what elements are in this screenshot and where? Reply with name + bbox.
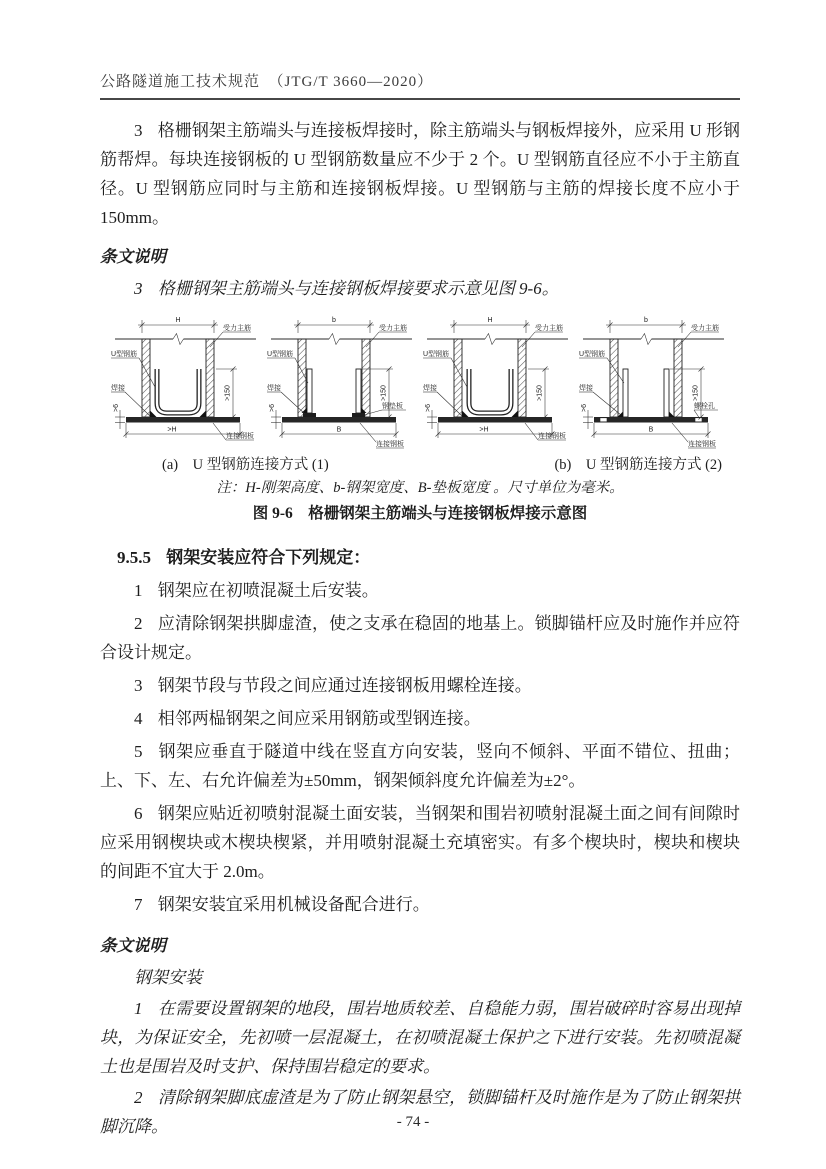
item-number: 5 <box>134 742 143 761</box>
page-header <box>100 70 740 100</box>
item-text: 钢架安装宜采用机械设备配合进行。 <box>157 895 430 914</box>
commentary-1-item <box>100 274 740 303</box>
caption-a: (a) U 型钢筋连接方式 (1) <box>162 457 329 473</box>
commentary-2-item-2 <box>100 1083 740 1141</box>
commentary-item-number: 1 <box>134 999 143 1018</box>
commentary-2-subtitle: 钢架安装 <box>134 968 202 987</box>
diagram-u-bar-method-1-view-1 <box>110 311 262 451</box>
item-number: 2 <box>134 614 143 633</box>
connection-plate <box>438 417 552 423</box>
dim-leg-length: >150 <box>380 385 388 401</box>
label-main-bar: 受力主筋 <box>223 325 251 332</box>
item-number: 7 <box>134 895 143 914</box>
caption-b: (b) U 型钢筋连接方式 (2) <box>554 457 722 473</box>
section-title: 钢架安装应符合下列规定： <box>166 548 371 567</box>
commentary-item-text: 格栅钢架主筋端头与连接钢板焊接要求示意见图 9-6。 <box>157 279 559 298</box>
label-main-bar: 受力主筋 <box>535 325 563 332</box>
dim-leg-length: >150 <box>224 385 232 401</box>
connection-plate <box>594 417 708 423</box>
bolt-hole <box>695 418 702 422</box>
item-number: 4 <box>134 709 143 728</box>
item-number: 6 <box>134 804 143 823</box>
item-text: 应清除钢架拱脚虚渣，使之支承在稳固的地基上。锁脚锚杆应及时施作并应符合设计规定。 <box>100 614 740 662</box>
dim-top: b <box>332 317 336 324</box>
section-item-5 <box>100 737 740 795</box>
dim-bottom: >H <box>479 426 489 434</box>
item-text: 钢架应垂直于隧道中线在竖直方向安装，竖向不倾斜、平面不错位、扭曲；上、下、左、右允许偏差为±50mm，钢架倾斜度允许偏差为±2°。 <box>100 742 740 790</box>
bolt-hole <box>600 418 607 422</box>
dim-top: b <box>644 317 648 324</box>
clause-number: 3 <box>134 121 143 140</box>
section-item-4 <box>100 704 740 733</box>
label-u-bar: U型钢筋 <box>111 351 138 358</box>
figure-diagrams-row <box>100 311 740 451</box>
section-item-2 <box>100 609 740 667</box>
commentary-item-text: 在需要设置钢架的地段，围岩地质较差、自稳能力弱，围岩破碎时容易出现掉块，为保证安全，先初喷一层混凝土，在初喷混凝土保护之下进行安装。先初喷混凝土也是围岩及时支护、保持围岩稳定的要求。 <box>100 999 740 1076</box>
label-plate: 连接钢板 <box>538 433 566 440</box>
commentary-heading-2: 条文说明 <box>100 936 166 955</box>
section-9-5-5-heading <box>100 543 740 572</box>
connection-plate <box>126 417 240 423</box>
dim-top: H <box>487 317 493 324</box>
clause-text: 格栅钢架主筋端头与连接板焊接时，除主筋端头与钢板焊接外，应采用 U 形钢筋帮焊。每块连接钢板的 U 型钢筋数量应不少于 2 个。U 型钢筋直径应不小于主筋直径。U 型钢筋应同时与主筋和连接钢板焊接。U 型钢筋与主筋的焊接长度不应小于 150mm。 <box>100 121 740 227</box>
label-main-bar: 受力主筋 <box>691 325 719 332</box>
label-plate: 连接钢板 <box>376 441 404 448</box>
dim-leg-length: >150 <box>692 385 700 401</box>
label-u-bar: U型钢筋 <box>267 351 294 358</box>
dim-bottom: B <box>336 426 342 434</box>
dim-plate-thickness: >6 <box>425 404 432 412</box>
item-number: 3 <box>134 676 143 695</box>
item-text: 钢架应贴近初喷射混凝土面安装，当钢架和围岩初喷射混凝土面之间有间隙时应采用钢楔块或木楔块楔紧，并用喷射混凝土充填密实。有多个楔块时，楔块和楔块的间距不宜大于 2.0m。 <box>100 804 740 881</box>
figure-captions <box>100 455 740 475</box>
figure-title: 图 9-6 格栅钢架主筋端头与连接钢板焊接示意图 <box>252 505 588 522</box>
label-weld: 焊接 <box>267 385 281 392</box>
dim-plate-thickness: >6 <box>581 404 588 412</box>
item-text: 相邻两榀钢架之间应采用钢筋或型钢连接。 <box>157 709 481 728</box>
dim-plate-thickness: >6 <box>113 404 120 412</box>
dim-plate-thickness: >6 <box>269 404 276 412</box>
page-number: - 74 - <box>396 1114 430 1130</box>
label-u-bar: U型钢筋 <box>579 351 606 358</box>
label-weld: 焊接 <box>111 385 125 392</box>
dim-bottom: B <box>648 426 654 434</box>
diagram-u-bar-method-2-view-1 <box>422 311 574 451</box>
dim-bottom: >H <box>167 426 177 434</box>
commentary-item-number: 3 <box>134 279 143 298</box>
label-plate: 连接钢板 <box>688 441 716 448</box>
figure-9-6 <box>100 311 740 525</box>
item-text: 钢架节段与节段之间应通过连接钢板用螺栓连接。 <box>157 676 532 695</box>
pad-plate <box>352 413 365 417</box>
label-plate: 连接钢板 <box>226 433 254 440</box>
diagram-u-bar-method-2-view-2 <box>578 311 730 451</box>
section-item-1 <box>100 576 740 605</box>
label-u-bar: U型钢筋 <box>423 351 450 358</box>
label-weld: 焊接 <box>579 385 593 392</box>
clause-3-paragraph <box>100 116 740 232</box>
commentary-heading-1: 条文说明 <box>100 247 166 266</box>
section-item-7 <box>100 890 740 919</box>
label-pad-plate: 钢垫板 <box>382 403 403 410</box>
commentary-2-item-1 <box>100 994 740 1081</box>
commentary-item-text: 清除钢架脚底虚渣是为了防止钢架悬空，锁脚锚杆及时施作是为了防止钢架拱脚沉降。 <box>100 1088 740 1136</box>
diagram-u-bar-method-1-view-2 <box>266 311 418 451</box>
figure-note: 注：H-刚架高度、b-钢架宽度、B-垫板宽度 。尺寸单位为毫米。 <box>216 480 624 496</box>
label-weld: 焊接 <box>423 385 437 392</box>
section-item-6 <box>100 799 740 886</box>
connection-plate <box>282 417 396 423</box>
item-text: 钢架应在初喷混凝土后安装。 <box>157 581 379 600</box>
label-main-bar: 受力主筋 <box>379 325 407 332</box>
item-number: 1 <box>134 581 143 600</box>
label-bolt-hole: 螺栓孔 <box>694 403 715 410</box>
dim-top: H <box>175 317 181 324</box>
section-item-3 <box>100 671 740 700</box>
dim-leg-length: >150 <box>536 385 544 401</box>
spec-title: 公路隧道施工技术规范 （JTG/T 3660—2020） <box>100 74 434 90</box>
section-number: 9.5.5 <box>117 548 151 567</box>
commentary-item-number: 2 <box>134 1088 143 1107</box>
